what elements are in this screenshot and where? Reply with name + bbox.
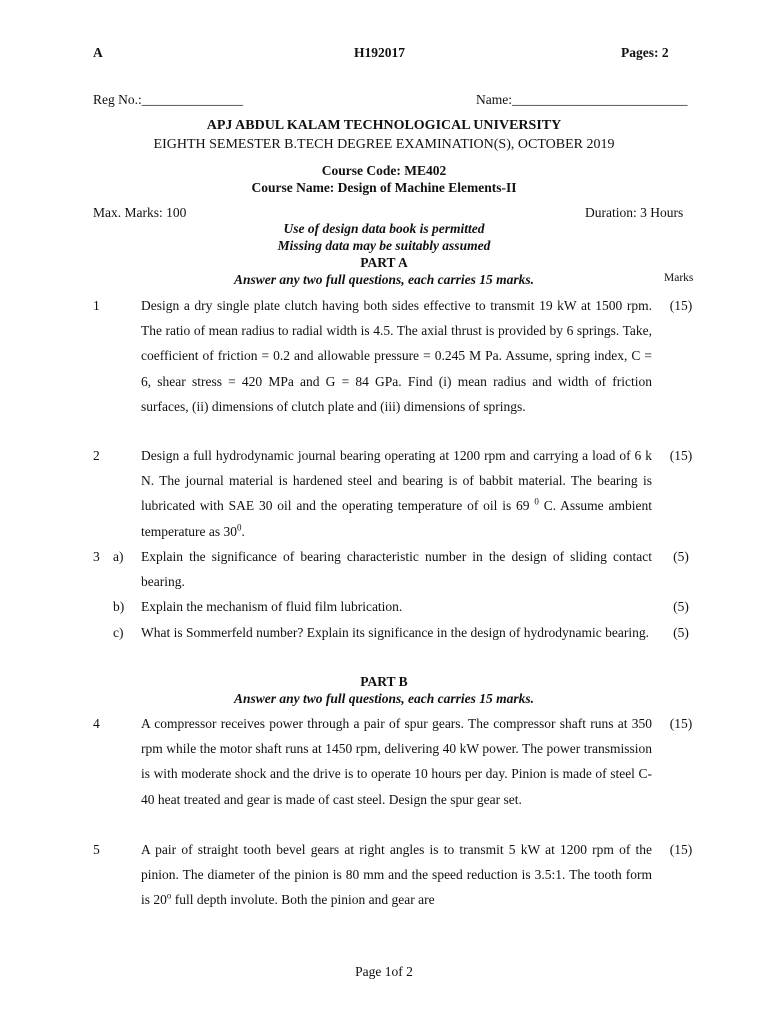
page-count: Pages: 2 <box>621 45 669 60</box>
text-part: A pair of straight tooth bevel gears at right angles is to transmit 5 kW at 1200 rpm of the pinion. The diameter of the pinion is 80 mm and the speed reduction is 3.5:1. The tooth form is 20 <box>141 842 652 908</box>
superscript: 0 <box>236 522 242 533</box>
part-b-title: PART B <box>360 674 408 689</box>
paper-code: H192017 <box>354 45 406 60</box>
question-number: 5 <box>93 842 100 857</box>
course-code: Course Code: ME402 <box>321 163 447 178</box>
note-design-data-book: Use of design data book is permitted <box>283 221 485 236</box>
question-marks: (15) <box>669 298 693 313</box>
question-number: 2 <box>93 448 100 463</box>
reg-no-field: Reg No.:_______________ <box>93 92 243 107</box>
marks-header: Marks <box>664 272 694 284</box>
superscript: 0 <box>534 496 539 507</box>
course-name: Course Name: Design of Machine Elements-II <box>251 180 517 195</box>
superscript: o <box>166 890 172 901</box>
part-b-instruction: Answer any two full questions, each carries 15 marks. <box>233 691 535 706</box>
series-label: A <box>93 45 103 60</box>
university-name: APJ ABDUL KALAM TECHNOLOGICAL UNIVERSITY <box>206 118 562 133</box>
text-part: C. Assume ambient temperature as 30 <box>141 498 652 539</box>
question-text: A compressor receives power through a pair of spur gears. The compressor shaft runs at 350 rpm while the motor shaft runs at 1450 rpm, delivering 40 kW power. The power transmission is with moderate shock and the drive is to operate 10 hours per day. Pinion is made of steel C-40 heat treated and gear is made of cast steel. Design the spur gear set. <box>141 716 652 807</box>
text-part: . <box>241 523 245 539</box>
duration: Duration: 3 Hours <box>585 205 684 220</box>
question-marks: (5) <box>673 599 689 614</box>
question-text: Design a dry single plate clutch having both sides effective to transmit 19 kW at 1500 rpm. The ratio of mean radius to radial width is 4.5. The axial thrust is provided by 6 springs. Take, coefficient of friction = 0.2 and allowable pressure = 0.245 M Pa. Assume, spring index, C = 6, shear stress = 420 MPa and G = 84 GPa. Find (i) mean radius and width of friction surfaces, (ii) dimensions of clutch plate and (iii) dimensions of springs. <box>141 298 652 414</box>
question-marks: (15) <box>669 448 693 463</box>
question-number: 1 <box>93 298 100 313</box>
text-part: Design a full hydrodynamic journal bearing operating at 1200 rpm and carrying a load of 6 k N. The journal material is hardened steel and bearing is of babbit material. The bearing is lubricated with SAE 30 oil and the operating temperature of oil is 69 <box>141 448 652 514</box>
note-missing-data: Missing data may be suitably assumed <box>277 238 491 253</box>
question-text: What is Sommerfeld number? Explain its significance in the design of hydrodynamic bearing. <box>141 625 649 640</box>
max-marks: Max. Marks: 100 <box>93 205 187 220</box>
text-part: full depth involute. Both the pinion and gear are <box>171 892 435 908</box>
part-a-title: PART A <box>360 255 408 270</box>
question-text <box>141 837 652 913</box>
sub-question-label: a) <box>113 549 124 564</box>
question-text: Explain the significance of bearing characteristic number in the design of sliding contact bearing. <box>141 549 652 590</box>
question-marks: (15) <box>669 716 693 731</box>
page-footer: Page 1of 2 <box>355 964 413 979</box>
sub-question-label: c) <box>113 625 124 640</box>
question-text <box>141 443 652 544</box>
exam-title: EIGHTH SEMESTER B.TECH DEGREE EXAMINATION(S), OCTOBER 2019 <box>153 137 615 152</box>
question-number: 3 <box>93 549 100 564</box>
question-text: Explain the mechanism of fluid film lubrication. <box>141 599 403 614</box>
part-a-instruction: Answer any two full questions, each carries 15 marks. <box>233 272 535 287</box>
question-marks: (5) <box>673 549 689 564</box>
question-marks: (15) <box>669 842 693 857</box>
question-number: 4 <box>93 716 100 731</box>
sub-question-label: b) <box>113 599 125 614</box>
name-field: Name:__________________________ <box>476 92 688 107</box>
question-marks: (5) <box>673 625 689 640</box>
